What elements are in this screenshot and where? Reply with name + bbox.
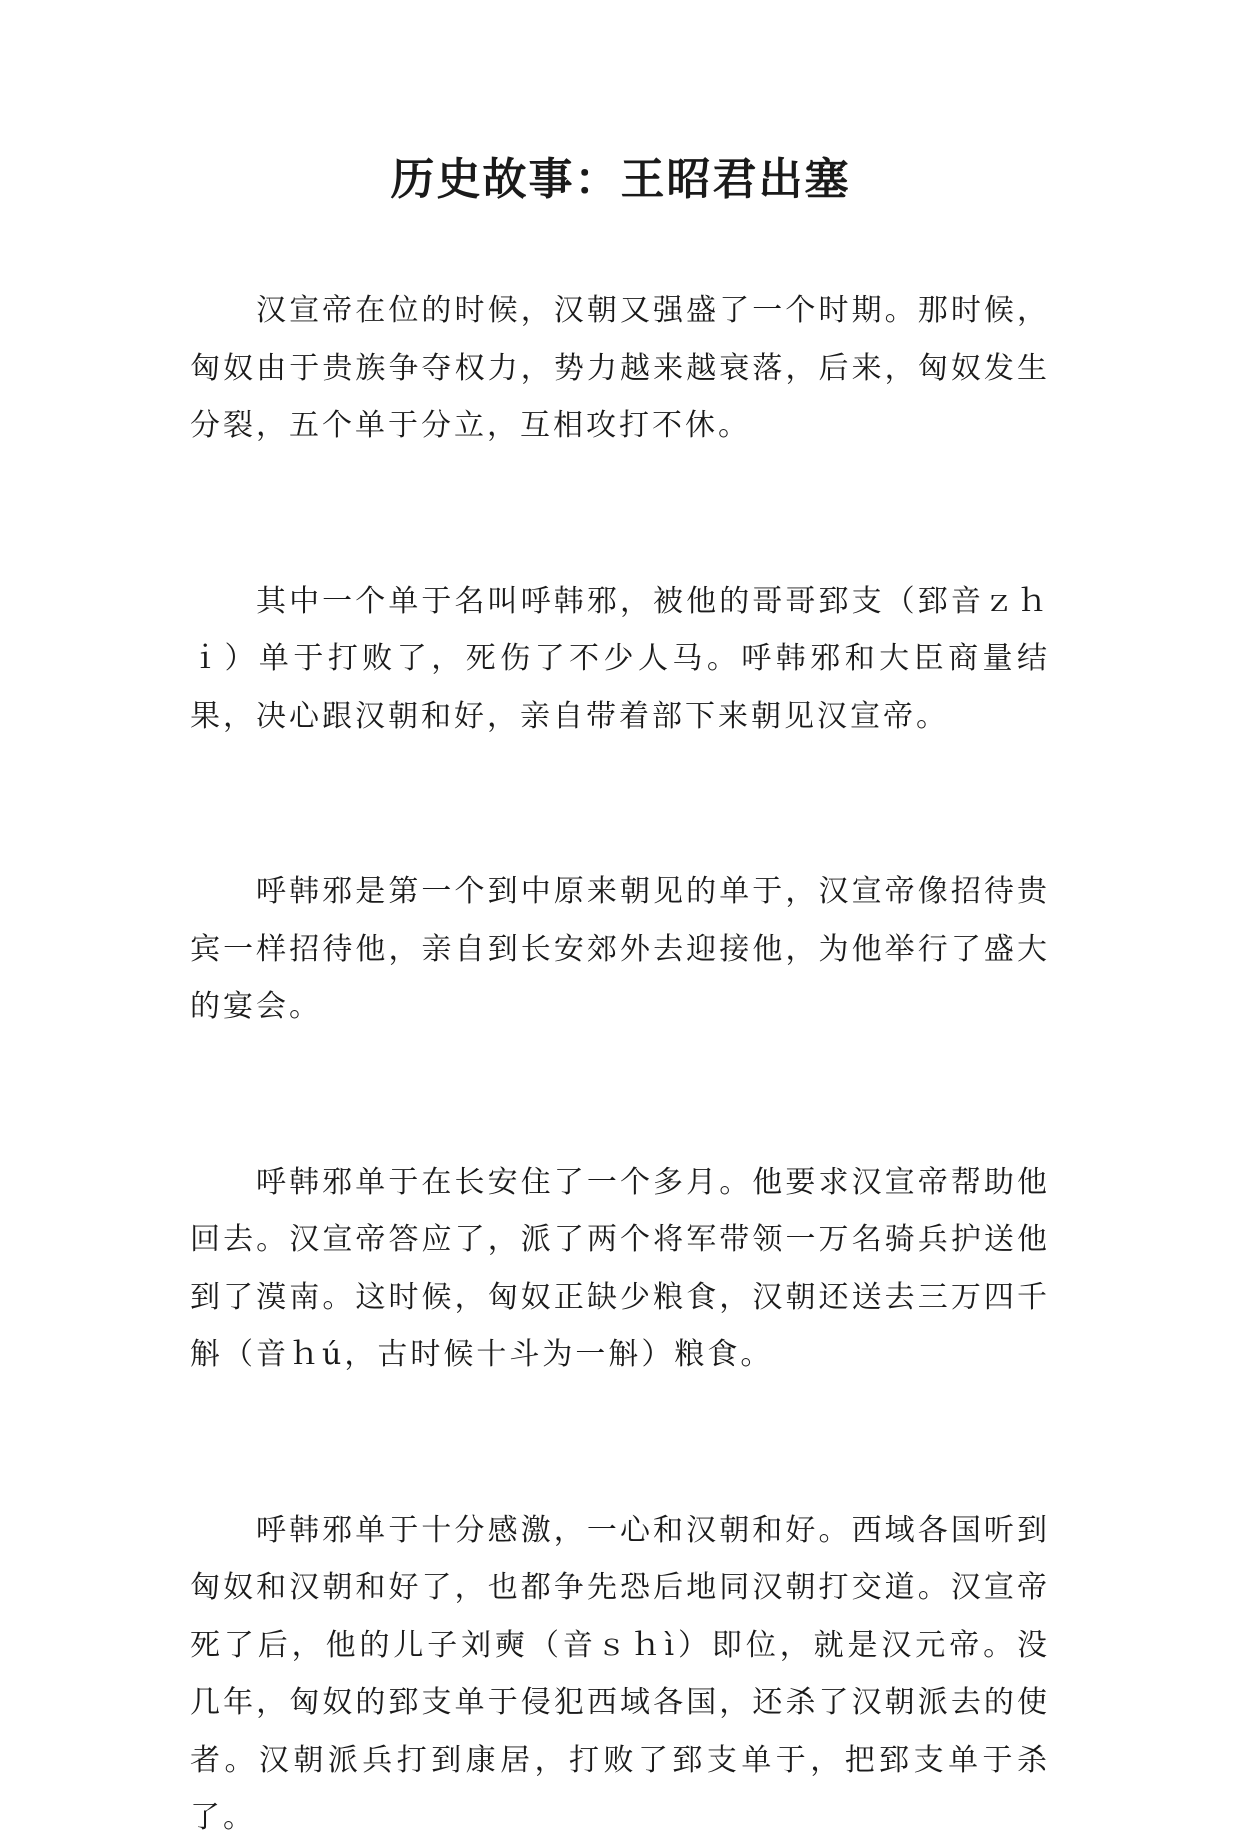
paragraph-3: 呼韩邪是第一个到中原来朝见的单于，汉宣帝像招待贵宾一样招待他，亲自到长安郊外去迎接他，为他举行了盛大的宴会。 xyxy=(190,874,1050,1024)
paragraph-1: 汉宣帝在位的时候，汉朝又强盛了一个时期。那时候，匈奴由于贵族争夺权力，势力越来越衰落，后来，匈奴发生分裂，五个单于分立，互相攻打不休。 xyxy=(190,293,1050,443)
paragraph-5: 呼韩邪单于十分感激，一心和汉朝和好。西域各国听到匈奴和汉朝和好了，也都争先恐后地同汉朝打交道。汉宣帝死了后，他的儿子刘奭（音ｓｈì）即位，就是汉元帝。没几年，匈奴的郅支单于侵犯西域各国，还杀了汉朝派去的使者。汉朝派兵打到康居，打败了郅支单于，把郅支单于杀了。 xyxy=(190,1512,1050,1835)
paragraph-4: 呼韩邪单于在长安住了一个多月。他要求汉宣帝帮助他回去。汉宣帝答应了，派了两个将军带领一万名骑兵护送他到了漠南。这时候，匈奴正缺少粮食，汉朝还送去三万四千斛（音ｈú，古时候十斗为一斛）粮食。 xyxy=(190,1164,1050,1372)
paragraph-2: 其中一个单于名叫呼韩邪，被他的哥哥郅支（郅音ｚｈｉ）单于打败了，死伤了不少人马。呼韩邪和大臣商量结果，决心跟汉朝和好，亲自带着部下来朝见汉宣帝。 xyxy=(190,583,1050,734)
document-title: 历史故事：王昭君出塞 xyxy=(390,154,851,205)
document-body xyxy=(190,282,1050,1847)
